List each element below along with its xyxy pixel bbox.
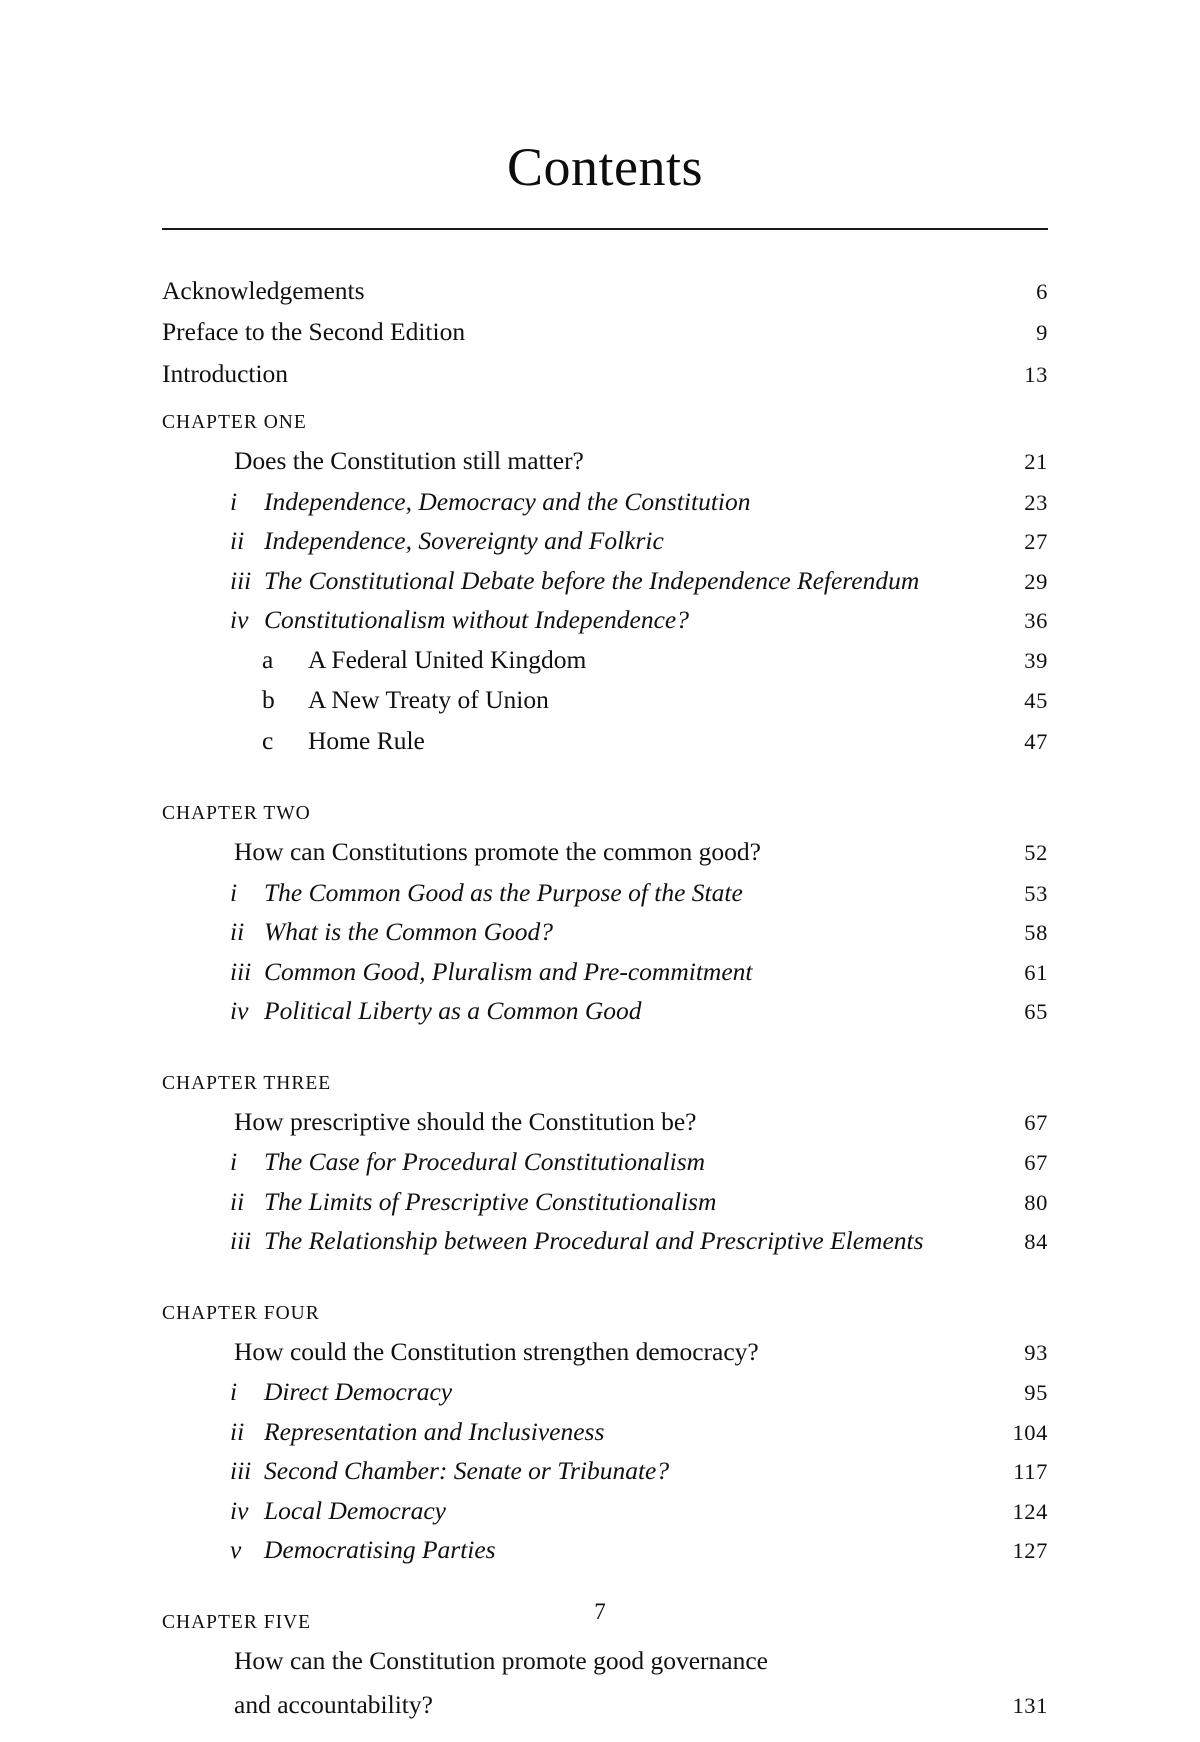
toc-entry-numeral: iii	[230, 1456, 252, 1486]
toc-entry-page-number: 27	[1024, 529, 1048, 555]
toc-entry-page-number: 95	[1024, 1380, 1048, 1406]
toc-section-entry[interactable]	[162, 565, 1048, 595]
toc-entry-numeral: i	[230, 1147, 238, 1177]
toc-subsection-entry[interactable]	[162, 687, 1048, 713]
toc-entry-page-number: 65	[1024, 999, 1048, 1025]
toc-entry-label: How prescriptive should the Constitution be?	[234, 1106, 697, 1136]
toc-entry-page-number: 39	[1024, 647, 1048, 673]
toc-section-entry[interactable]	[162, 877, 1048, 907]
toc-entry-page-number: 36	[1024, 608, 1048, 634]
toc-entry-page-number: 21	[1024, 449, 1048, 475]
toc-entry-label	[162, 607, 689, 633]
toc-entry-label	[162, 919, 553, 945]
toc-entry-label	[162, 998, 642, 1024]
chapter-label: CHAPTER THREE	[162, 1072, 332, 1094]
toc-entry-text: What is the Common Good?	[264, 917, 553, 947]
chapter-gap	[162, 768, 1048, 777]
toc-entry-numeral: ii	[230, 917, 245, 947]
toc-entry-text: Representation and Inclusiveness	[264, 1416, 605, 1446]
toc-section-entry[interactable]	[162, 1228, 1048, 1254]
toc-chapter-title-entry[interactable]	[162, 448, 1048, 474]
toc-entry-numeral: iv	[230, 605, 249, 635]
toc-entry-page-number: 47	[1024, 728, 1048, 754]
toc-entry-text: The Constitutional Debate before the Independence Referendum	[264, 565, 920, 595]
toc-entry-page-number: 53	[1024, 880, 1048, 906]
toc-section-entry[interactable]	[162, 1186, 1048, 1216]
chapter-label: CHAPTER ONE	[162, 412, 307, 434]
toc-entry-label	[162, 1228, 924, 1254]
toc-entry-numeral: iv	[230, 996, 249, 1026]
toc-chapter-title-line-2	[162, 1692, 1048, 1718]
toc-entry-text: The Relationship between Procedural and Prescriptive Elements	[264, 1226, 924, 1256]
toc-entry-numeral: ii	[230, 1416, 245, 1446]
toc-entry-text: Local Democracy	[264, 1495, 446, 1525]
chapter-gap	[162, 1268, 1048, 1277]
toc-entry-page-number: 13	[1024, 361, 1048, 387]
toc-entry-page-number: 127	[1012, 1538, 1048, 1564]
toc-entry-label	[162, 956, 753, 986]
toc-entry-label: How can Constitutions promote the common good?	[234, 837, 761, 867]
toc-entry-page-number: 61	[1024, 959, 1048, 985]
toc-entry-label	[162, 1537, 496, 1563]
toc-front-matter-entry[interactable]	[162, 319, 1048, 345]
toc-entry-numeral: i	[230, 486, 238, 516]
toc-entry-label	[162, 877, 743, 907]
toc-entry-numeral: b	[262, 685, 275, 715]
toc-entry-text: Second Chamber: Senate or Tribunate?	[264, 1456, 670, 1486]
toc-entry-label: How could the Constitution strengthen democracy?	[234, 1336, 759, 1366]
toc-entry-text: A New Treaty of Union	[308, 685, 549, 715]
toc-entry-label	[162, 1186, 717, 1216]
toc-section-entry[interactable]	[162, 607, 1048, 633]
toc-entry-numeral: iii	[230, 956, 252, 986]
page-title: Contents	[506, 137, 703, 197]
toc-section-entry[interactable]	[162, 919, 1048, 945]
toc-entry-page-number: 84	[1024, 1229, 1048, 1255]
toc-section-entry[interactable]	[162, 998, 1048, 1024]
toc-entry-numeral: a	[262, 644, 274, 674]
toc-entry-label: Introduction	[162, 358, 289, 388]
toc-section-entry[interactable]	[162, 1537, 1048, 1563]
toc-entry-text: The Case for Procedural Constitutionalism	[264, 1147, 706, 1177]
toc-entry-label	[162, 565, 920, 595]
toc-entry-page-number: 45	[1024, 688, 1048, 714]
toc-entry-label	[162, 644, 587, 674]
toc-entry-page-number: 104	[1012, 1419, 1048, 1445]
toc-entry-page-number: 9	[1036, 320, 1048, 346]
toc-section-entry[interactable]	[162, 1495, 1048, 1525]
toc-entry-text: Direct Democracy	[264, 1377, 453, 1407]
toc-entry-label	[162, 1458, 669, 1484]
toc-entry-page-number: 58	[1024, 920, 1048, 946]
toc-chapter-title-entry[interactable]	[162, 1106, 1048, 1136]
toc-front-matter-entry[interactable]	[162, 275, 1048, 305]
toc-entry-numeral: iii	[230, 565, 252, 595]
content-frame	[162, 0, 1048, 1720]
toc-entry-label	[162, 528, 664, 554]
toc-list	[162, 275, 1048, 1742]
toc-subsection-entry[interactable]	[162, 644, 1048, 674]
toc-chapter-title-entry[interactable]	[162, 1645, 1048, 1720]
toc-entry-page-number: 93	[1024, 1339, 1048, 1365]
toc-entry-label: Acknowledgements	[162, 275, 365, 305]
toc-entry-page-number: 80	[1024, 1189, 1048, 1215]
toc-chapter-title-line-1: How can the Constitution promote good governance	[234, 1645, 768, 1675]
toc-entry-text: Independence, Sovereignty and Folkric	[264, 526, 664, 556]
toc-entry-label	[162, 687, 549, 713]
toc-entry-label	[162, 725, 425, 755]
toc-section-entry[interactable]	[162, 528, 1048, 554]
chapter-label: CHAPTER FOUR	[162, 1302, 320, 1324]
chapter-gap	[162, 1038, 1048, 1047]
toc-entry-label	[162, 1495, 446, 1525]
toc-entry-text: Democratising Parties	[264, 1535, 496, 1565]
toc-entry-numeral: ii	[230, 526, 245, 556]
toc-section-entry[interactable]	[162, 1379, 1048, 1405]
toc-entry-text: Home Rule	[308, 725, 425, 755]
toc-entry-text: Constitutionalism without Independence?	[264, 605, 689, 635]
chapter-label: CHAPTER FIVE	[162, 1611, 312, 1633]
toc-entry-label: Preface to the Second Edition	[162, 317, 466, 347]
toc-entry-text: Independence, Democracy and the Constitution	[264, 486, 751, 516]
chapter-gap	[162, 1733, 1048, 1742]
toc-entry-page-number: 23	[1024, 489, 1048, 515]
toc-entry-label	[162, 1379, 452, 1405]
toc-entry-numeral: iv	[230, 1495, 249, 1525]
toc-section-entry[interactable]	[162, 1149, 1048, 1175]
toc-entry-page-number: 67	[1024, 1109, 1048, 1135]
toc-entry-numeral: v	[230, 1535, 242, 1565]
toc-entry-page-number: 67	[1024, 1150, 1048, 1176]
toc-section-entry[interactable]	[162, 1458, 1048, 1484]
toc-entry-page-number: 131	[1012, 1693, 1048, 1719]
toc-entry-label: Does the Constitution still matter?	[234, 446, 584, 476]
toc-entry-numeral: i	[230, 1377, 238, 1407]
toc-entry-text: Political Liberty as a Common Good	[264, 996, 642, 1026]
toc-entry-label: and accountability?	[234, 1690, 433, 1720]
toc-section-entry[interactable]	[162, 486, 1048, 516]
toc-entry-text: Common Good, Pluralism and Pre-commitment	[264, 956, 753, 986]
folio-page-number: 7	[594, 1599, 606, 1624]
toc-entry-page-number: 29	[1024, 568, 1048, 594]
chapter-label: CHAPTER TWO	[162, 803, 311, 825]
toc-section-entry[interactable]	[162, 956, 1048, 986]
toc-entry-numeral: c	[262, 725, 274, 755]
toc-entry-text: A Federal United Kingdom	[308, 644, 587, 674]
title-divider	[162, 228, 1048, 230]
toc-chapter-title-entry[interactable]	[162, 839, 1048, 865]
chapter-gap	[162, 1577, 1048, 1586]
toc-entry-text: The Limits of Prescriptive Constitutionalism	[264, 1186, 717, 1216]
toc-entry-numeral: iii	[230, 1226, 252, 1256]
toc-entry-numeral: ii	[230, 1186, 245, 1216]
toc-subsection-entry[interactable]	[162, 725, 1048, 755]
toc-entry-page-number: 117	[1013, 1459, 1048, 1485]
toc-entry-label	[162, 1149, 705, 1175]
toc-entry-label	[162, 1416, 605, 1446]
toc-entry-page-number: 6	[1036, 278, 1048, 304]
toc-entry-numeral: i	[230, 877, 238, 907]
toc-entry-page-number: 52	[1024, 840, 1048, 866]
toc-entry-label	[162, 486, 751, 516]
toc-front-matter-entry[interactable]	[162, 358, 1048, 388]
toc-entry-page-number: 124	[1012, 1498, 1048, 1524]
toc-entry-text: The Common Good as the Purpose of the State	[264, 877, 743, 907]
toc-section-entry[interactable]	[162, 1416, 1048, 1446]
toc-chapter-title-entry[interactable]	[162, 1336, 1048, 1366]
